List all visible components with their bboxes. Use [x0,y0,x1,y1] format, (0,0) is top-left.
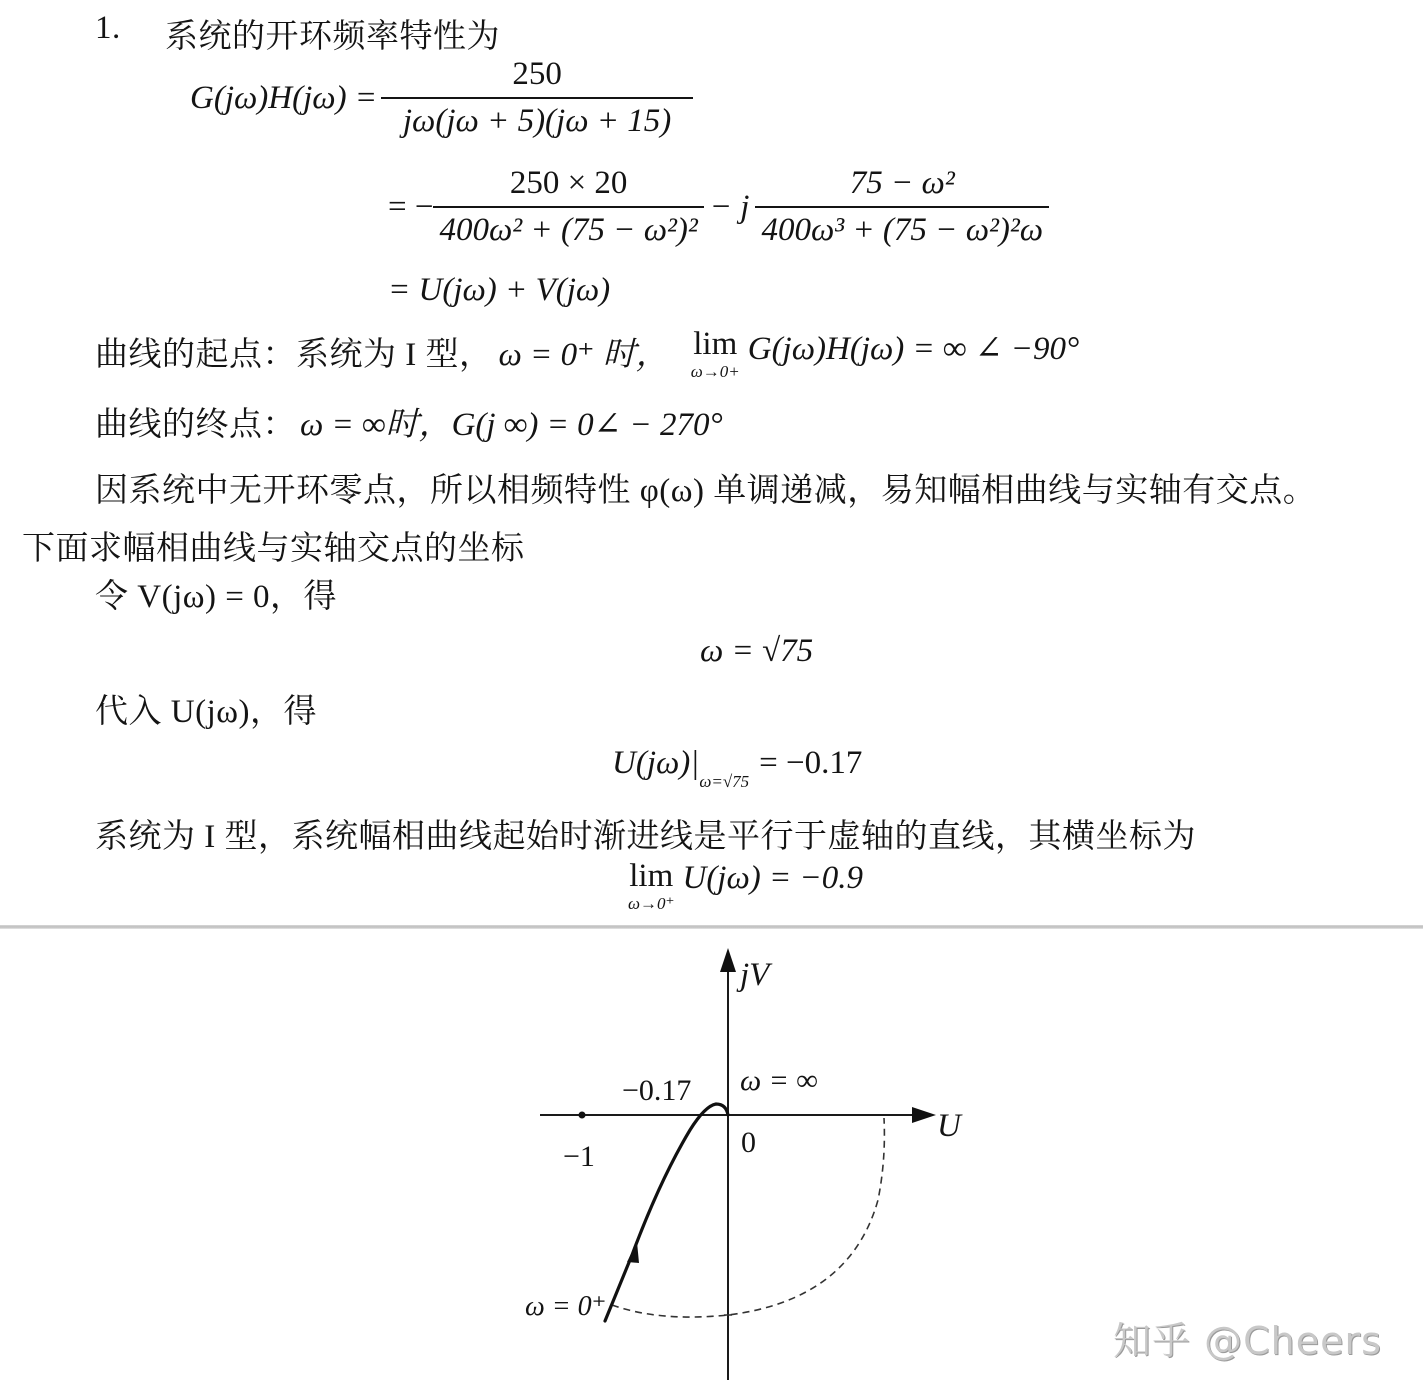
fraction-real-denominator: 400ω² + (75 − ω²)² [433,206,703,249]
step-set-v-zero: 令 V(jω) = 0，得 [95,579,338,615]
result-u-subscript: ω=√75 [699,772,750,791]
equation-2-mid: − j [709,188,750,225]
lim-subscript: ω→0⁺ [628,894,675,913]
paragraph-find-intersection: 下面求幅相曲线与实轴交点的坐标 [22,531,525,567]
section-number: 1. [95,10,121,46]
minus-one-label: −1 [563,1140,595,1173]
paragraph-asymptote: 系统为 I 型，系统幅相曲线起始时渐进线是平行于虚轴的直线，其横坐标为 [95,819,1196,855]
fraction-1-denominator: jω(jω + 5)(jω + 15) [381,97,693,140]
direction-arrow-icon [627,1242,639,1263]
fraction-1-numerator: 250 [512,56,562,92]
result-u-lhs: U(jω)| [612,745,700,781]
fraction-real-numerator: 250 × 20 [509,165,628,201]
imaginary-axis-arrow-icon [720,948,736,972]
step-substitute-u: 代入 U(jω)，得 [95,694,317,730]
minus-one-point [579,1112,586,1119]
start-point-condition: ω = 0⁺ 时， [498,337,669,373]
nyquist-curve [605,1104,728,1321]
equation-2-prefix: = − [388,188,434,225]
lim-subscript: ω→0+ [690,362,740,381]
start-point-label: 曲线的起点：系统为 I 型， [95,337,493,373]
fraction-imag-numerator: 75 − ω² [849,165,955,201]
lim-operator: lim [629,858,674,894]
real-axis-arrow-icon [912,1107,936,1123]
section-title: 系统的开环频率特性为 [165,19,500,55]
paragraph-monotonic-phase: 因系统中无开环零点，所以相频特性 φ(ω) 单调递减，易知幅相曲线与实轴有交点。 [95,473,1317,509]
lim-operator: lim [693,326,738,362]
equation-3: = U(jω) + V(jω) [388,272,611,308]
omega-zero-label: ω = 0⁺ [525,1291,607,1322]
imaginary-axis-label: jV [740,957,770,993]
crossing-label: −0.17 [622,1074,692,1107]
watermark: 知乎 @Cheers [1113,1319,1382,1363]
origin-label: 0 [741,1126,756,1159]
result-limit-expression: U(jω) = −0.9 [682,860,864,896]
real-axis-label: U [937,1108,961,1144]
result-u-rhs: = −0.17 [759,745,863,781]
equation-lhs: G(jω)H(jω) = [190,79,378,116]
start-point-expression: G(jω)H(jω) = ∞ ∠ −90° [747,331,1080,367]
omega-infinity-label: ω = ∞ [740,1064,818,1097]
end-point-label: 曲线的终点： [95,407,296,443]
result-omega: ω = √75 [700,633,814,669]
end-point-expression: ω = ∞时，G(j ∞) = 0∠ − 270° [300,407,723,443]
fraction-imag-denominator: 400ω³ + (75 − ω²)²ω [755,206,1049,249]
